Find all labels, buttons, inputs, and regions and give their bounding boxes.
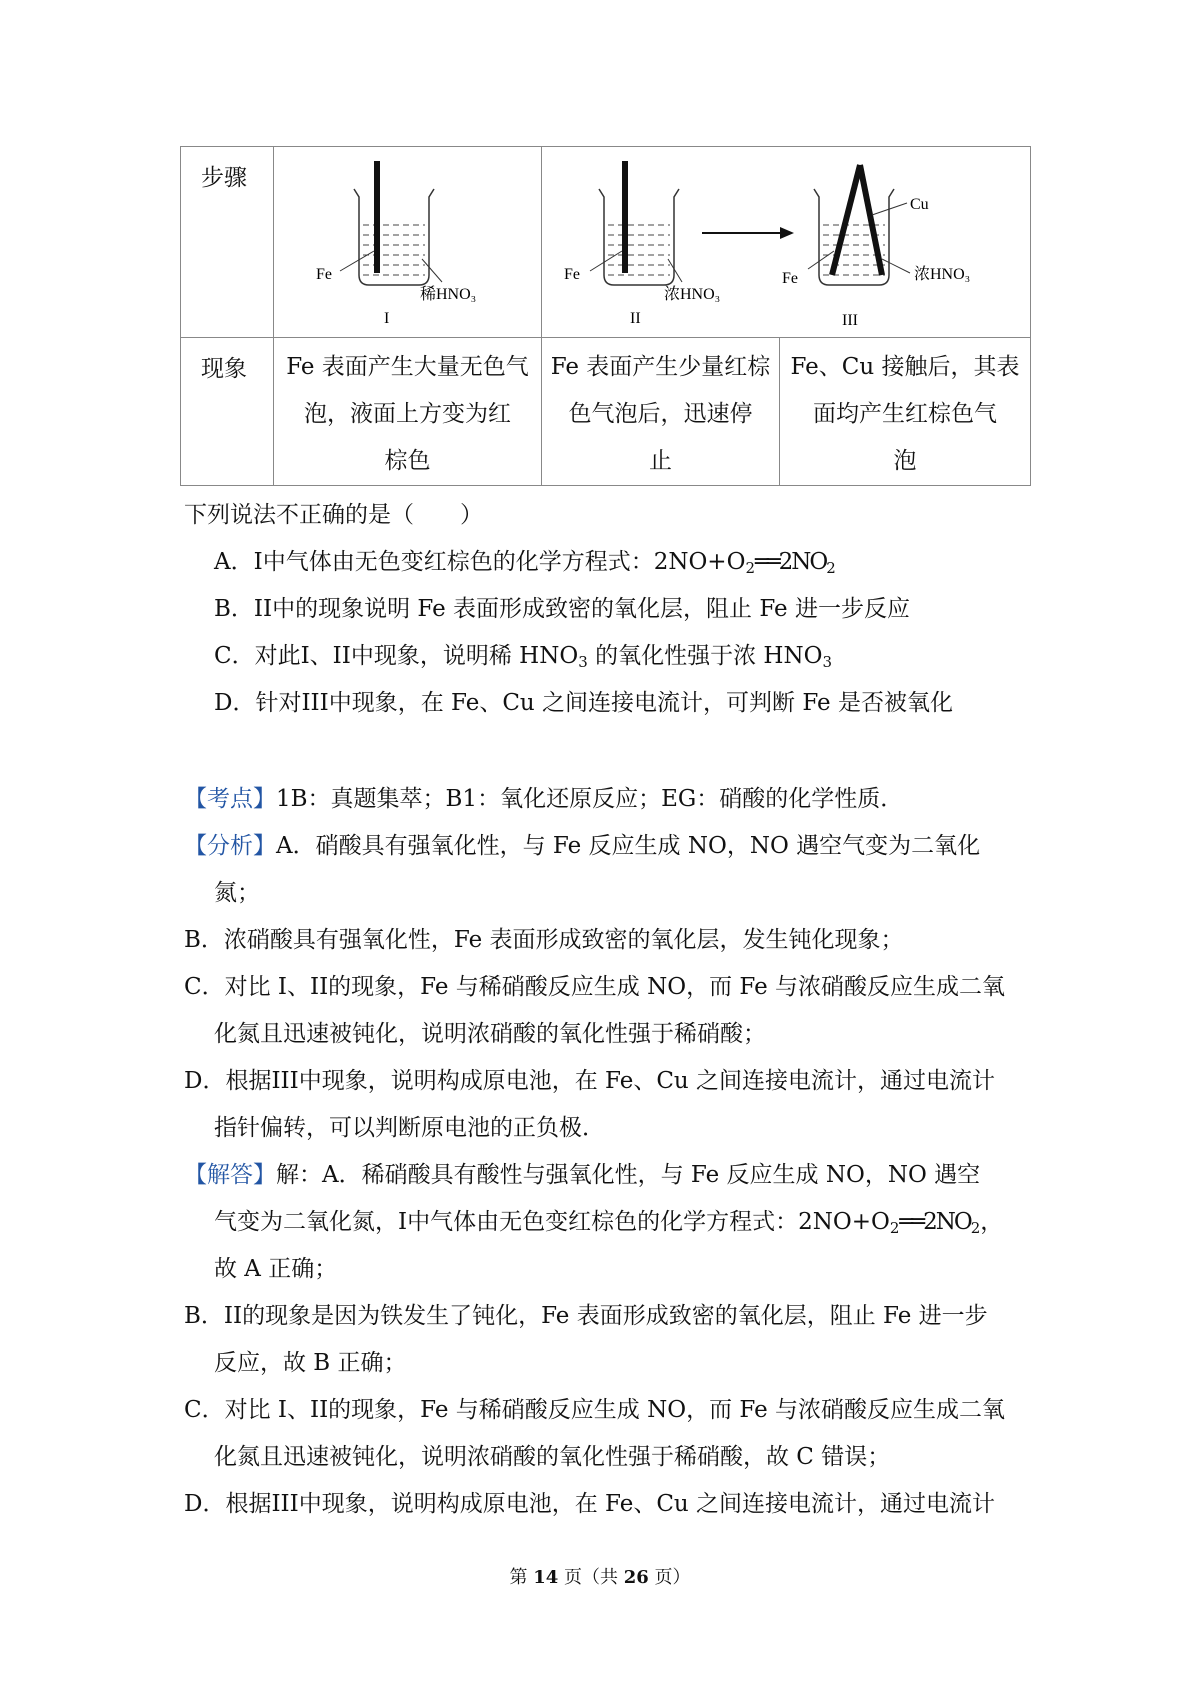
cu-rod-III <box>860 165 882 275</box>
dilute-hno3-label: 稀HNO₃ <box>420 286 477 303</box>
fenxi-line-5: 化氮且迅速被钝化，说明浓硝酸的氧化性强于稀硝酸； <box>214 1021 766 1047</box>
option-B: B．II中的现象说明 Fe 表面形成致密的氧化层，阻止 Fe 进一步反应 <box>214 596 910 622</box>
jieda-line-8: D．根据III中现象，说明构成原电池，在 Fe、Cu 之间连接电流计，通过电流计 <box>184 1491 996 1517</box>
fe-label: Fe <box>316 266 332 283</box>
option-A: A．I中气体由无色变红棕色的化学方程式：$2NO+O_2══2NO_2$ <box>214 549 836 577</box>
jieda-line-6: C．对比 I、II的现象，Fe 与稀硝酸反应生成 NO，而 Fe 与浓硝酸反应生成二氧 <box>184 1397 1006 1423</box>
option-C: C．对此I、II中现象，说明稀 $HNO_3$ 的氧化性强于浓 $HNO_3$ <box>214 643 832 671</box>
fenxi-line-4: C．对比 I、II的现象，Fe 与稀硝酸反应生成 NO，而 Fe 与浓硝酸反应生成二氧 <box>184 974 1006 1000</box>
question-stem: 下列说法不正确的是（ ） <box>184 502 483 528</box>
phenomenon-II: Fe 表面产生少量红棕 色气泡后，迅速停 止 <box>542 338 780 486</box>
fenxi-line-1: 【分析】A．硝酸具有强氧化性，与 Fe 反应生成 NO，NO 遇空气变为二氧化 <box>184 833 981 859</box>
kaodian-tag: 【考点】 <box>184 786 276 812</box>
figure-label-III: III <box>842 312 858 329</box>
option-D: D．针对III中现象，在 Fe、Cu 之间连接电流计，可判断 Fe 是否被氧化 <box>214 690 953 716</box>
jieda-line-4: B．II的现象是因为铁发生了钝化，Fe 表面形成致密的氧化层，阻止 Fe 进一步 <box>184 1303 988 1329</box>
kaodian-line: 【考点】1B：真题集萃；B1：氧化还原反应；EG：硝酸的化学性质． <box>184 786 904 812</box>
fenxi-line-7: 指针偏转，可以判断原电池的正负极． <box>214 1115 605 1141</box>
cu-label-III: Cu <box>910 196 929 213</box>
fenxi-line-2: 氮； <box>214 880 260 906</box>
fenxi-tag: 【分析】 <box>184 833 276 859</box>
table-row <box>181 338 1031 486</box>
figure-label-I: I <box>384 310 390 327</box>
phenomenon-III: Fe、Cu 接触后，其表 面均产生红棕色气 泡 <box>780 338 1031 486</box>
jieda-line-2: 气变为二氧化氮，I中气体由无色变红棕色的化学方程式：$2NO+O_2══2NO_2$， <box>214 1209 1004 1237</box>
conc-hno3-label-III: 浓HNO₃ <box>914 266 971 283</box>
phenomenon-I: Fe 表面产生大量无色气 泡，液面上方变为红 棕色 <box>274 338 542 486</box>
jieda-line-7: 化氮且迅速被钝化，说明浓硝酸的氧化性强于稀硝酸，故 C 错误； <box>214 1444 891 1470</box>
row-label-phenomena: 现象 <box>181 338 274 486</box>
table-row <box>181 147 1031 338</box>
jieda-line-5: 反应，故 B 正确； <box>214 1350 407 1376</box>
experiment-table <box>180 146 1031 486</box>
beaker-II-III-diagram <box>542 147 1031 337</box>
jieda-tag: 【解答】 <box>184 1162 276 1188</box>
page-footer: 第 14 页（共 26 页） <box>509 1567 691 1588</box>
conc-hno3-label-II: 浓HNO₃ <box>664 286 721 303</box>
jieda-line-3: 故 A 正确； <box>214 1256 338 1282</box>
fe-rod-II <box>622 161 628 273</box>
page-number: 14 <box>533 1567 559 1588</box>
fenxi-line-6: D．根据III中现象，说明构成原电池，在 Fe、Cu 之间连接电流计，通过电流计 <box>184 1068 996 1094</box>
fe-rod-III <box>832 165 860 275</box>
fe-label-II: Fe <box>564 266 580 283</box>
fe-rod <box>374 161 380 273</box>
total-pages: 26 <box>623 1567 649 1588</box>
fenxi-line-3: B．浓硝酸具有强氧化性，Fe 表面形成致密的氧化层，发生钝化现象； <box>184 927 904 953</box>
beaker-I-diagram <box>274 147 542 337</box>
figure-beaker-I <box>274 147 542 338</box>
figure-beaker-II-III <box>542 147 1031 338</box>
row-label-steps: 步骤 <box>181 147 274 338</box>
jieda-line-1: 【解答】解：A．稀硝酸具有酸性与强氧化性，与 Fe 反应生成 NO，NO 遇空 <box>184 1162 981 1188</box>
figure-label-II: II <box>630 310 641 327</box>
fe-label-III: Fe <box>782 270 798 287</box>
